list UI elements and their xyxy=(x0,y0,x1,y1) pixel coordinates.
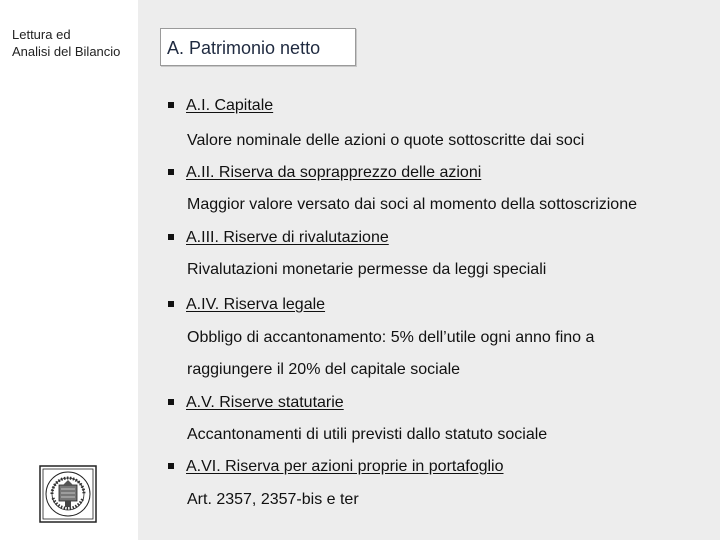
list-item-heading: A.II. Riserva da soprapprezzo delle azioni xyxy=(168,164,481,182)
list-item-heading: A.III. Riserve di rivalutazione xyxy=(168,229,389,247)
list-item-desc: Art. 2357, 2357-bis e ter xyxy=(187,491,359,508)
list-item-heading: A.VI. Riserva per azioni proprie in portafoglio xyxy=(168,458,504,476)
list-item-desc: Valore nominale delle azioni o quote sottoscritte dai soci xyxy=(187,132,585,149)
bullet-icon xyxy=(168,301,174,307)
slide-title: A. Patrimonio netto xyxy=(167,38,321,58)
list-item-desc: raggiungere il 20% del capitale sociale xyxy=(187,361,461,378)
list-item-desc: Rivalutazioni monetarie permesse da leggi speciali xyxy=(187,261,547,278)
slide-content xyxy=(138,0,720,540)
course-title xyxy=(12,26,136,60)
university-seal-icon xyxy=(39,465,97,523)
bullet-icon xyxy=(168,169,174,175)
course-title-line2: Analisi del Bilancio xyxy=(12,44,121,59)
list-item-heading: A.I. Capitale xyxy=(168,97,273,115)
list-item-desc: Obbligo di accantonamento: 5% dell’utile ogni anno fino a xyxy=(187,329,595,346)
list-item-desc: Accantonamenti di utili previsti dallo statuto sociale xyxy=(187,426,548,443)
sidebar xyxy=(0,0,138,540)
bullet-icon xyxy=(168,399,174,405)
list-item-heading: A.IV. Riserva legale xyxy=(168,296,325,314)
bullet-icon xyxy=(168,102,174,108)
list-item-desc: Maggior valore versato dai soci al momento della sottoscrizione xyxy=(187,196,637,213)
list-item-heading: A.V. Riserve statutarie xyxy=(168,394,344,412)
bullet-icon xyxy=(168,234,174,240)
bullet-icon xyxy=(168,463,174,469)
course-title-line1: Lettura ed xyxy=(12,27,71,42)
slide-title-box xyxy=(160,28,356,66)
